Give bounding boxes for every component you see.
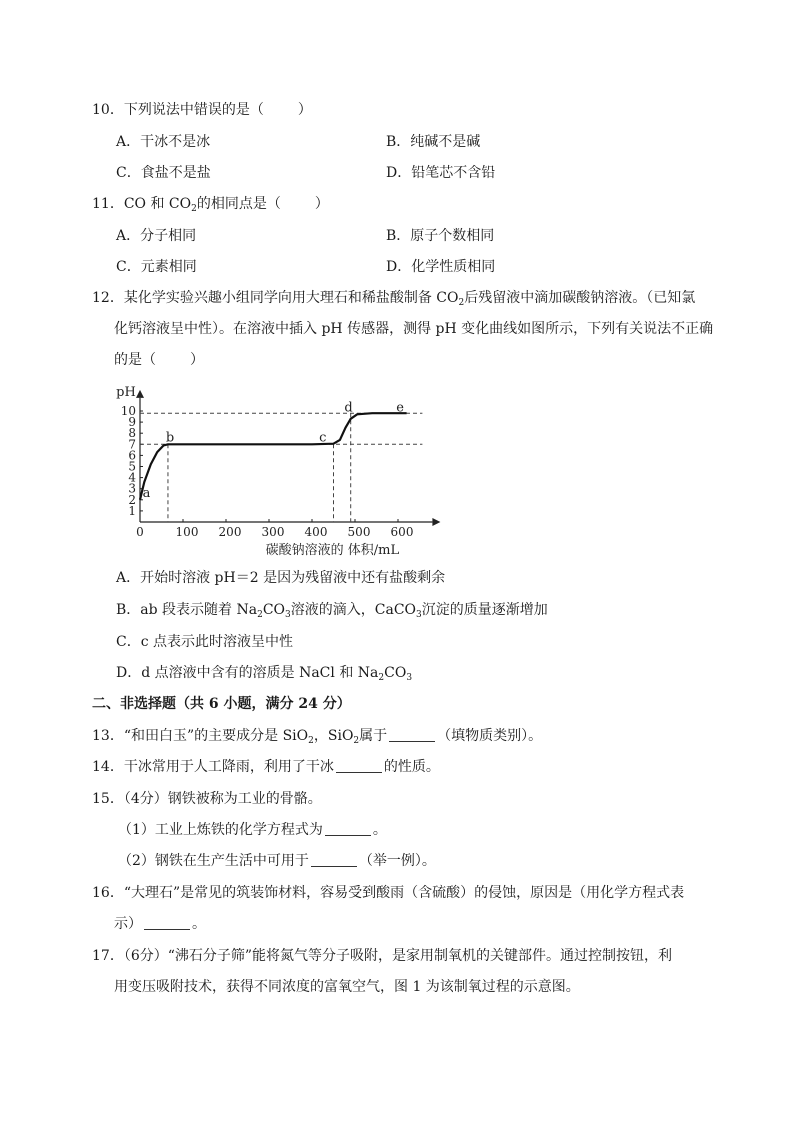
option-part: CO: [262, 602, 286, 618]
option-part: 溶液的滴入，CaCO: [290, 602, 417, 618]
paren-close: ）: [297, 102, 312, 118]
subscript: 2: [353, 736, 360, 746]
option-part: B．ab 段表示随着 Na: [116, 602, 258, 618]
option-d: D．化学性质相同: [386, 259, 496, 275]
paren-close: ）: [190, 352, 204, 368]
answer-blank[interactable]: [311, 852, 357, 867]
x-tick-label: 0: [136, 525, 144, 539]
ph-curve-chart: [110, 382, 450, 562]
point-label-d: d: [344, 400, 353, 416]
x-tick-label: 600: [390, 525, 414, 539]
stem-part: （举一例）。: [358, 853, 436, 869]
question-12-line3: [114, 350, 204, 370]
question-12-line2: 化钙溶液呈中性）。在溶液中插入 pH 传感器，测得 pH 变化曲线如图所示，下列有关说法不正确: [114, 321, 714, 337]
x-tick-label: 100: [175, 525, 199, 539]
stem-part: 的性质。: [383, 759, 440, 775]
subscript: 2: [191, 204, 197, 214]
question-number: 17．: [92, 948, 124, 964]
point-label-b: b: [165, 430, 175, 446]
section-heading: 二、非选择题（共 6 小题，满分 24 分）: [92, 696, 351, 712]
stem-part: 的相同点是（: [196, 196, 281, 212]
stem-part: 某化学实验兴趣小组同学向用大理石和稀盐酸制备 CO: [123, 290, 459, 306]
x-tick-label: 200: [218, 525, 242, 539]
option-b: B．纯碱不是碱: [386, 134, 481, 150]
y-tick-label: 8: [128, 426, 136, 441]
stem-part: （6分）“沸石分子筛”能将氮气等分子吸附，是家用制氧机的关键部件。通过控制按钮，利: [123, 948, 673, 964]
question-15: [92, 789, 322, 809]
y-tick-label: 9: [128, 415, 136, 430]
y-axis-label: pH: [116, 384, 136, 400]
question-stem: 下列说法中错误的是（: [123, 102, 264, 118]
y-tick-label: 4: [128, 470, 136, 485]
stem-part: 属于: [359, 728, 388, 744]
option-b: [116, 600, 548, 620]
stem-part: 后残留液中滴加碳酸钠溶液。（已知氯: [464, 290, 696, 306]
option-b: B．原子个数相同: [386, 228, 495, 244]
stem-part: 的是（: [114, 352, 156, 368]
option-c: C．c 点表示此时溶液呈中性: [116, 634, 294, 650]
question-15-part2: [118, 851, 436, 871]
y-axis-arrow: [136, 390, 144, 398]
x-tick-label: 300: [261, 525, 285, 539]
x-tick-label: 500: [347, 525, 371, 539]
question-number: 15．: [92, 791, 124, 807]
question-11: [92, 194, 329, 214]
stem-part: 干冰常用于人工降雨，利用了干冰: [123, 759, 334, 775]
paren-close: ）: [314, 196, 329, 212]
stem-part: “和田白玉”的主要成分是 SiO: [123, 728, 309, 744]
y-tick-label: 10: [120, 404, 136, 418]
y-tick-label: 6: [128, 448, 136, 463]
question-number: 11．: [92, 196, 124, 212]
question-16: [92, 883, 684, 903]
question-17-line2: 用变压吸附技术，获得不同浓度的富氧空气，图 1 为该制氧过程的示意图。: [114, 979, 580, 995]
option-c: C．元素相同: [116, 259, 197, 275]
stem-part: （填物质类别）。: [437, 728, 543, 744]
question-14: [92, 757, 440, 777]
subscript: 2: [257, 610, 263, 620]
subscript: 2: [378, 673, 385, 683]
stem-part: 。: [192, 916, 206, 932]
option-part: D．d 点溶液中含有的溶质是 NaCl 和 Na: [116, 665, 379, 681]
answer-blank[interactable]: [325, 821, 371, 836]
x-axis-arrow: [432, 518, 440, 526]
y-tick-label: 7: [128, 437, 136, 452]
stem-part: （1）工业上炼铁的化学方程式为: [118, 822, 323, 838]
subscript: 3: [285, 610, 291, 620]
y-tick-label: 1: [128, 503, 136, 518]
x-tick-label: 400: [304, 525, 328, 539]
option-d: [116, 663, 412, 683]
question-number: 16．: [92, 885, 124, 901]
stem-part: ，SiO: [313, 728, 354, 744]
option-part: CO: [384, 665, 407, 681]
y-tick-label: 2: [128, 492, 136, 507]
question-12: [92, 288, 695, 308]
stem-part: 示）: [114, 916, 142, 932]
question-number: 12．: [92, 290, 124, 306]
question-number: 10．: [92, 102, 124, 118]
point-label-e: e: [396, 400, 405, 416]
subscript: 2: [308, 736, 314, 746]
point-label-c: c: [319, 430, 327, 446]
question-number: 13．: [92, 728, 124, 744]
question-10: [92, 100, 312, 120]
option-part: 沉淀的质量逐渐增加: [421, 602, 548, 618]
answer-blank[interactable]: [389, 727, 435, 742]
x-axis-label: 碳酸钠溶液的 体积/mL: [265, 543, 400, 558]
stem-part: （2）钢铁在生产生活中可用于: [118, 853, 309, 869]
stem-part: 。: [372, 822, 387, 838]
option-a: A．分子相同: [116, 228, 197, 244]
stem-part: CO 和 CO: [123, 196, 192, 212]
question-17: [92, 946, 672, 966]
question-15-part1: [118, 820, 387, 840]
stem-part: “大理石”是常见的筑装饰材料，容易受到酸雨（含硫酸）的侵蚀，原因是（用化学方程式表: [123, 885, 685, 901]
stem-part: （4分）钢铁被称为工业的骨骼。: [123, 791, 322, 807]
question-number: 14．: [92, 759, 124, 775]
subscript: 2: [458, 298, 465, 308]
question-13: [92, 726, 542, 746]
point-label-a: a: [142, 486, 151, 502]
ph-curve: [140, 413, 407, 500]
option-a: A．开始时溶液 pH＝2 是因为残留液中还有盐酸剩余: [116, 570, 446, 586]
question-16-line2: [114, 914, 206, 934]
option-c: C．食盐不是盐: [116, 165, 211, 181]
answer-blank[interactable]: [144, 915, 190, 930]
subscript: 3: [416, 610, 422, 620]
y-tick-label: 3: [128, 481, 136, 496]
subscript: 3: [406, 673, 413, 683]
option-a: A．干冰不是冰: [116, 134, 211, 150]
option-d: D．铅笔芯不含铅: [386, 165, 496, 181]
y-tick-label: 5: [128, 459, 136, 474]
answer-blank[interactable]: [336, 758, 382, 773]
